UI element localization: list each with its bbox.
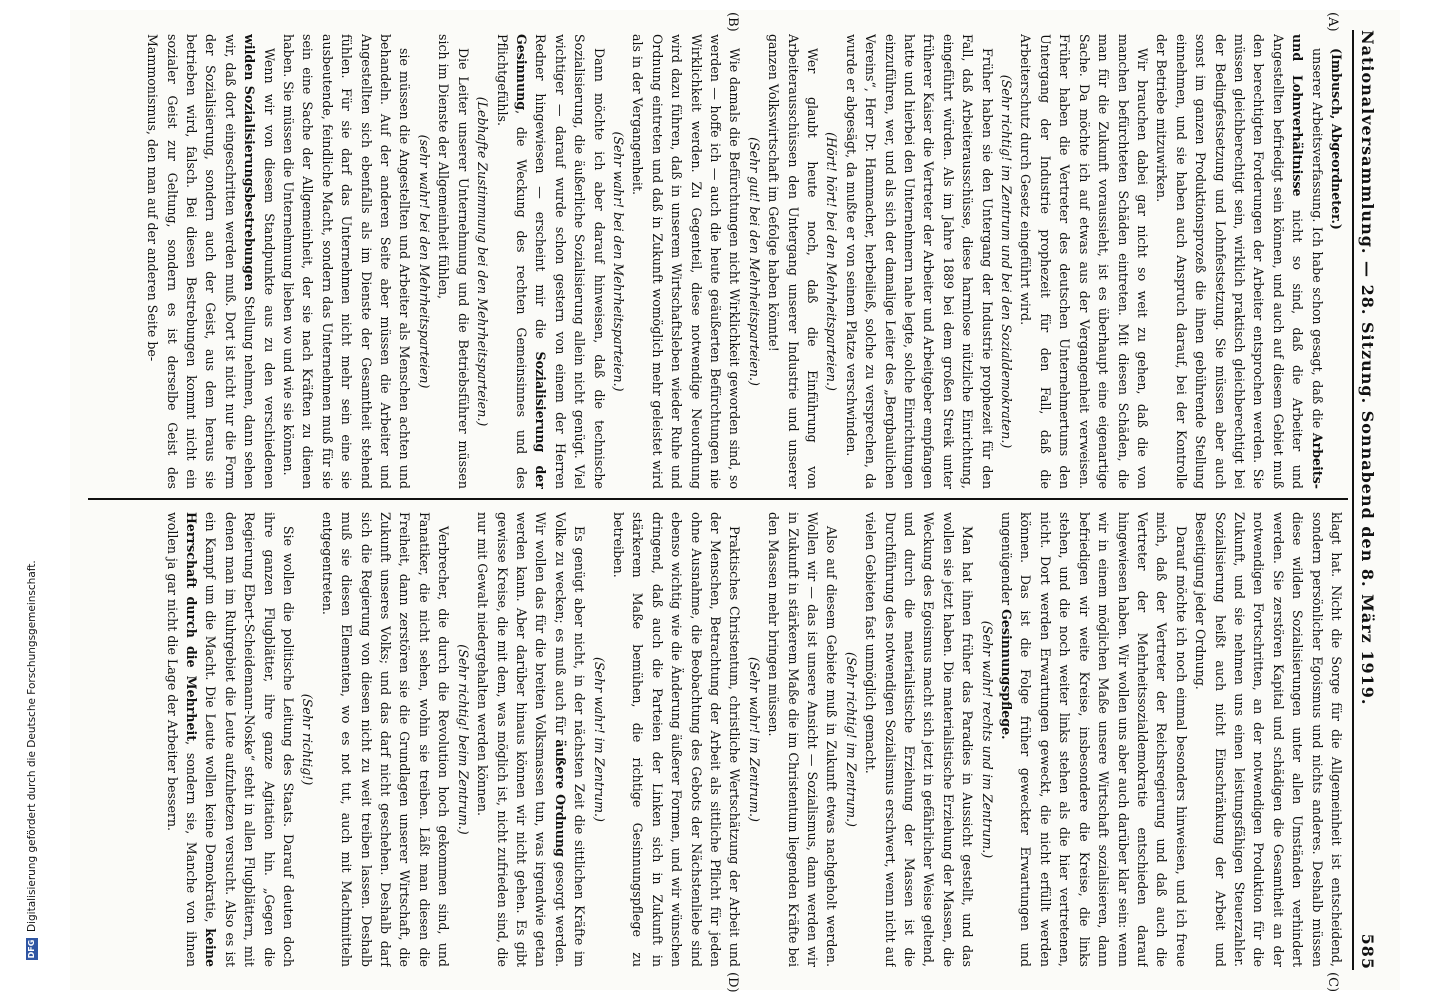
margin-marker-d: (D)	[725, 972, 740, 993]
paragraph: sie müssen die Angestellten und Arbeiter als Menschen achten und behandeln. Auf der anderen Seite aber müssen die Arbeiter und Angestellten sich ebenfalls als im Dienste der Gesamtheit stehend fühlen. Für sie darf das Unternehmen nicht mehr sein eine sie ausbeutende, feindliche Macht, sondern das Unternehmen muß für sie sein eine Sache der Allgemeinheit, der sie nach Kräften zu dienen haben. Sie müssen die Unternehmung lieben wo und wie sie können.	[281, 34, 413, 489]
paragraph: Also auf diesem Gebiete muß in Zukunft etwas nachgeholt werden. Wollen wir — das ist unsere Ansicht — Sozialismus, dann werden wir in Zukunft in stärkerem Maße die im Christentum liegenden Kräfte bei den Massen mehr bringen müssen.	[766, 512, 840, 967]
page-title: Nationalversammlung. — 28. Sitzung. Sonnabend den 8. März 1919.	[1358, 30, 1377, 706]
interjection: (Sehr wahr! bei den Mehrheitsparteien.)	[610, 131, 626, 392]
digitization-credit	[20, 0, 44, 960]
paragraph: Darauf möchte ich noch einmal besonders hinweisen, und ich freue mich, daß der Vertreter der Reichsregierung und daß auch die Vertreter der Mehrheitssozialdemokratie entschieden darauf hingewiesen haben. Wir wollen uns aber auch darüber klar sein: wenn wir in einem möglichen Maße unsere Wirtschaft sozialisieren, dann befriedigen wir weite Kreise, insbesondere die Kreise, die links stehen, und die noch weiter links stehen als die hier vertretenen, nicht. Dort werden Erwartungen geweckt, die nicht erfüllt werden können. Das ist die Folge früher geweckter Erwartungen und ungenügender Gesinnungspflege.	[999, 512, 1189, 967]
margin-marker-a: (A)	[1325, 12, 1340, 32]
interjection: (Sehr gut! bei den Mehrheitsparteien.)	[746, 137, 762, 386]
dfg-logo: DFG	[27, 939, 36, 959]
interjection: (Sehr wahr! rechts und im Zentrum.)	[979, 620, 995, 859]
paragraph: Wer glaubt heute noch, daß die Einführung von Arbeiterausschüssen den Untergang unserer Industrie und unserer ganzen Volkswirtschaft im Gefolge haben könnte!	[766, 34, 821, 489]
paragraph: Praktisches Christentum, christliche Wertschätzung der Arbeit und der Menschen, Betrachtung der Arbeit als sittliche Pflicht für jeden ohne Ausnahme, die Beobachtung des Gebots der Nächstenliebe sind ebenso wichtig wie die Änderung äußerer Formen, und wir wünschen dringend, daß auch die Parteien der Linken sich in Zukunft in stärkerem Maße bemühen, die richtige Gesinnungspflege zu betreiben.	[610, 512, 743, 967]
header-rule	[1352, 30, 1354, 970]
paragraph: Verbrecher, die durch die Revolution hoch gekommen sind, und Fanatiker, die nicht sehen, wohin sie treiben. Läßt man diesen die Freiheit, dann zerstören sie die Grundlagen unserer Wirtschaft, die Zukunft unseres Volks; und das darf nicht geschehen. Deshalb darf sich die Regierung von diesen nicht zu weit treiben lassen. Deshalb muß sie diesen Elementen, wo es not tut, auch mit Machtmitteln entgegentreten.	[319, 512, 452, 967]
paragraph: unserer Arbeitsverfassung. Ich habe schon gesagt, daß die Arbeits- und Lohnverhältnisse nicht so sind, daß die Arbeiter und Angestellten befriedigt sein können, und auch auf diesem Gebiet muß den berechtigten Forderungen der Arbeiter entsprochen werden. Sie müssen gleichberechtigt sein, wirklich praktisch gleichberechtigt bei der Bedingfestsetzung und Lohnfestsetzung. Sie müssen aber auch sonst im ganzen Produktionsprozeß die ihnen gebührende Stellung einnehmen, und sie haben auch Anspruch darauf, bei der Kontrolle der Betriebe mitzuwirken.	[1154, 34, 1325, 489]
speaker-label: (Imbusch, Abgeordneter.)	[1329, 48, 1344, 230]
scanned-page	[70, 10, 1400, 993]
interjection: (Hört! hört! bei den Mehrheitsparteien.)	[824, 132, 840, 391]
paragraph: Früher haben sie den Untergang der Industrie prophezeit für den Fall, daß Arbeiterausschüsse, diese harmlose nützliche Einrichtung, eingeführt würden. Als im Jahre 1889 bei dem großen Streik unter früherer Kaiser die Vertreter der Arbeiter und Arbeitgeber empfangen hatte und hierbei den Unternehmern nahe legte, solche Einrichtungen einzuführen, wer, und als sich der damalige Leiter des „Bergbaulichen Vereins“, Herr Dr. Hammacher, herbeiließ, solche zu versprechen, da wurde er abgesägt, da mußte er von seinem Platze verschwinden.	[843, 34, 995, 489]
paragraph: Sie wollen die politische Leitung des Staats. Darauf deuten doch ihre ganzen Flugblätter, ihre ganze Agitation hin. „Gegen die Regierung Ebert-Scheidemann-Noske“ steht in allen Flugblättern, mit denen man im Ruhrgebiet die Leute aufzuhetzen versucht. Also es ist ein Kampf um die Macht. Die Leute wollen keine Demokratie, keine Herrschaft durch die Mehrheit, sondern sie, Manche von ihnen wollen ja gar nicht die Lage der Arbeiter bessern.	[164, 512, 297, 967]
interjection: (Sehr richtig! im Zentrum.)	[843, 652, 859, 827]
paragraph: Es genügt aber nicht, in der nächsten Zeit die sittlichen Kräfte im Volke zu wecken; es muß auch für äußere Ordnung gesorgt werden. Wir wollen das für die breiten Volksmassen tun, was irgendwie getan werden kann. Aber darüber hinaus können wir nicht gehen. Es gibt gewisse Kreise, die mit dem, was möglich ist, nicht zufrieden sind, die nur mit Gewalt niedergehalten werden können.	[475, 512, 588, 967]
interjection: (sehr wahr! bei den Mehrheitsparteien)	[416, 134, 432, 389]
margin-marker-b: (B)	[725, 12, 740, 32]
interjection: (Sehr wahr! im Zentrum.)	[591, 657, 607, 822]
page-header	[1358, 30, 1388, 970]
paragraph: Man hat ihnen früher das Paradies in Aussicht gestellt, und das wollen sie jetzt haben. Die materialistische Erziehung der Massen, die Weckung des Egoismus macht sich jetzt in gefährlicher Weise geltend, und durch die materialistische Erziehung der Massen ist die Durchführung des notwendigen Sozialismus erschwert, wenn nicht auf vielen Gebieten fast unmöglich gemacht.	[863, 512, 976, 967]
paragraph: Die Leiter unserer Unternehmung und die Betriebsführer müssen sich im Dienste der Allgemeinheit fühlen,	[436, 34, 471, 489]
paragraph: Dann möchte ich aber darauf hinweisen, daß die technische Sozialisierung, die äußerliche Sozialisierung allein nicht genügt. Viel wichtiger — darauf wurde schon gestern von einem der Herren Redner hingewiesen — erscheint mir die Sozialisierung der Gesinnung, die Weckung des rechten Gemeinsinnes und des Pflichtgefühls.	[494, 34, 607, 489]
interjection: (Lebhafte Zustimmung bei den Mehrheitsparteien.)	[475, 96, 491, 427]
interjection: (Sehr richtig! im Zentrum und bei den Sozialdemokraten.)	[999, 74, 1015, 449]
paragraph: Wir brauchen dabei gar nicht so weit zu gehen, daß die von manchen befürchteten Schäden eintreten. Mit diesen Schäden, die man für die Zukunft voraussieht, ist es überhaupt eine eigenartige Sache. Da möchte ich auf etwas aus der Vergangenheit verweisen. Früher haben die Vertreter des deutschen Unternehmertums den Untergang der Industrie prophezeit für den Fall, daß die Arbeiterschutz durch Gesetz eingeführt wird.	[1018, 34, 1150, 489]
interjection: (Sehr richtig! beim Zentrum.)	[455, 644, 471, 835]
interjection: (Sehr wahr! im Zentrum.)	[746, 657, 762, 822]
page-number: 585	[1358, 933, 1377, 970]
paragraph: Wenn wir von diesem Standpunkte aus zu den verschiedenen wilden Sozialisierungsbestrebungen Stellung nehmen, dann sehen wir, daß dort eingeschritten werden muß. Dort ist nicht nur die Form der Sozialisierung, sondern auch der Geist, aus dem heraus sie betrieben wird, falsch. Bei diesen Bestrebungen kommt nicht ein sozialer Geist zur Geltung, sondern es ist derselbe Geist des Mammonismus, den man auf der anderen Seite be-	[145, 34, 277, 489]
page-content	[70, 10, 1400, 993]
right-column	[76, 512, 1346, 967]
interjection: (Sehr richtig!)	[300, 693, 316, 786]
paragraph: klagt hat. Nicht die Sorge für die Allgemeinheit ist entscheidend, sondern persönlicher Egoismus und nichts anderes. Deshalb müssen diese wilden Sozialisierungen unter allen Umständen verhindert werden. Sie zerstören Kapital und schädigen die Gesamtheit an der notwendigen Fortschritten, an der notwendigen Produktion für die Zukunft, und sie nehmen uns einen leistungsfähigen Steuerzahler. Sozialisierung heißt auch nicht Einschränkung der Arbeit und Beseitigung jeder Ordnung.	[1193, 512, 1344, 967]
margin-marker-c: (C)	[1325, 972, 1340, 993]
left-column	[76, 34, 1346, 489]
paragraph: Wie damals die Befürchtungen nicht Wirklichkeit geworden sind, so werden — hoffe ich — auch die heute geäußerten Befürchtungen nie Wirklichkeit werden. Zu Gegenteil, diese notwendige Neuordnung wird dazu führen, daß in unserem Wirtschaftsleben wieder Ruhe und Ordnung eintreten und daß in Zukunft womöglich mehr geleistet wird als in der Vergangenheit.	[630, 34, 743, 489]
digitization-credit-text: Digitalisierung gefördert durch die Deutsche Forschungsgemeinschaft.	[26, 560, 38, 932]
column-divider	[88, 498, 1348, 500]
